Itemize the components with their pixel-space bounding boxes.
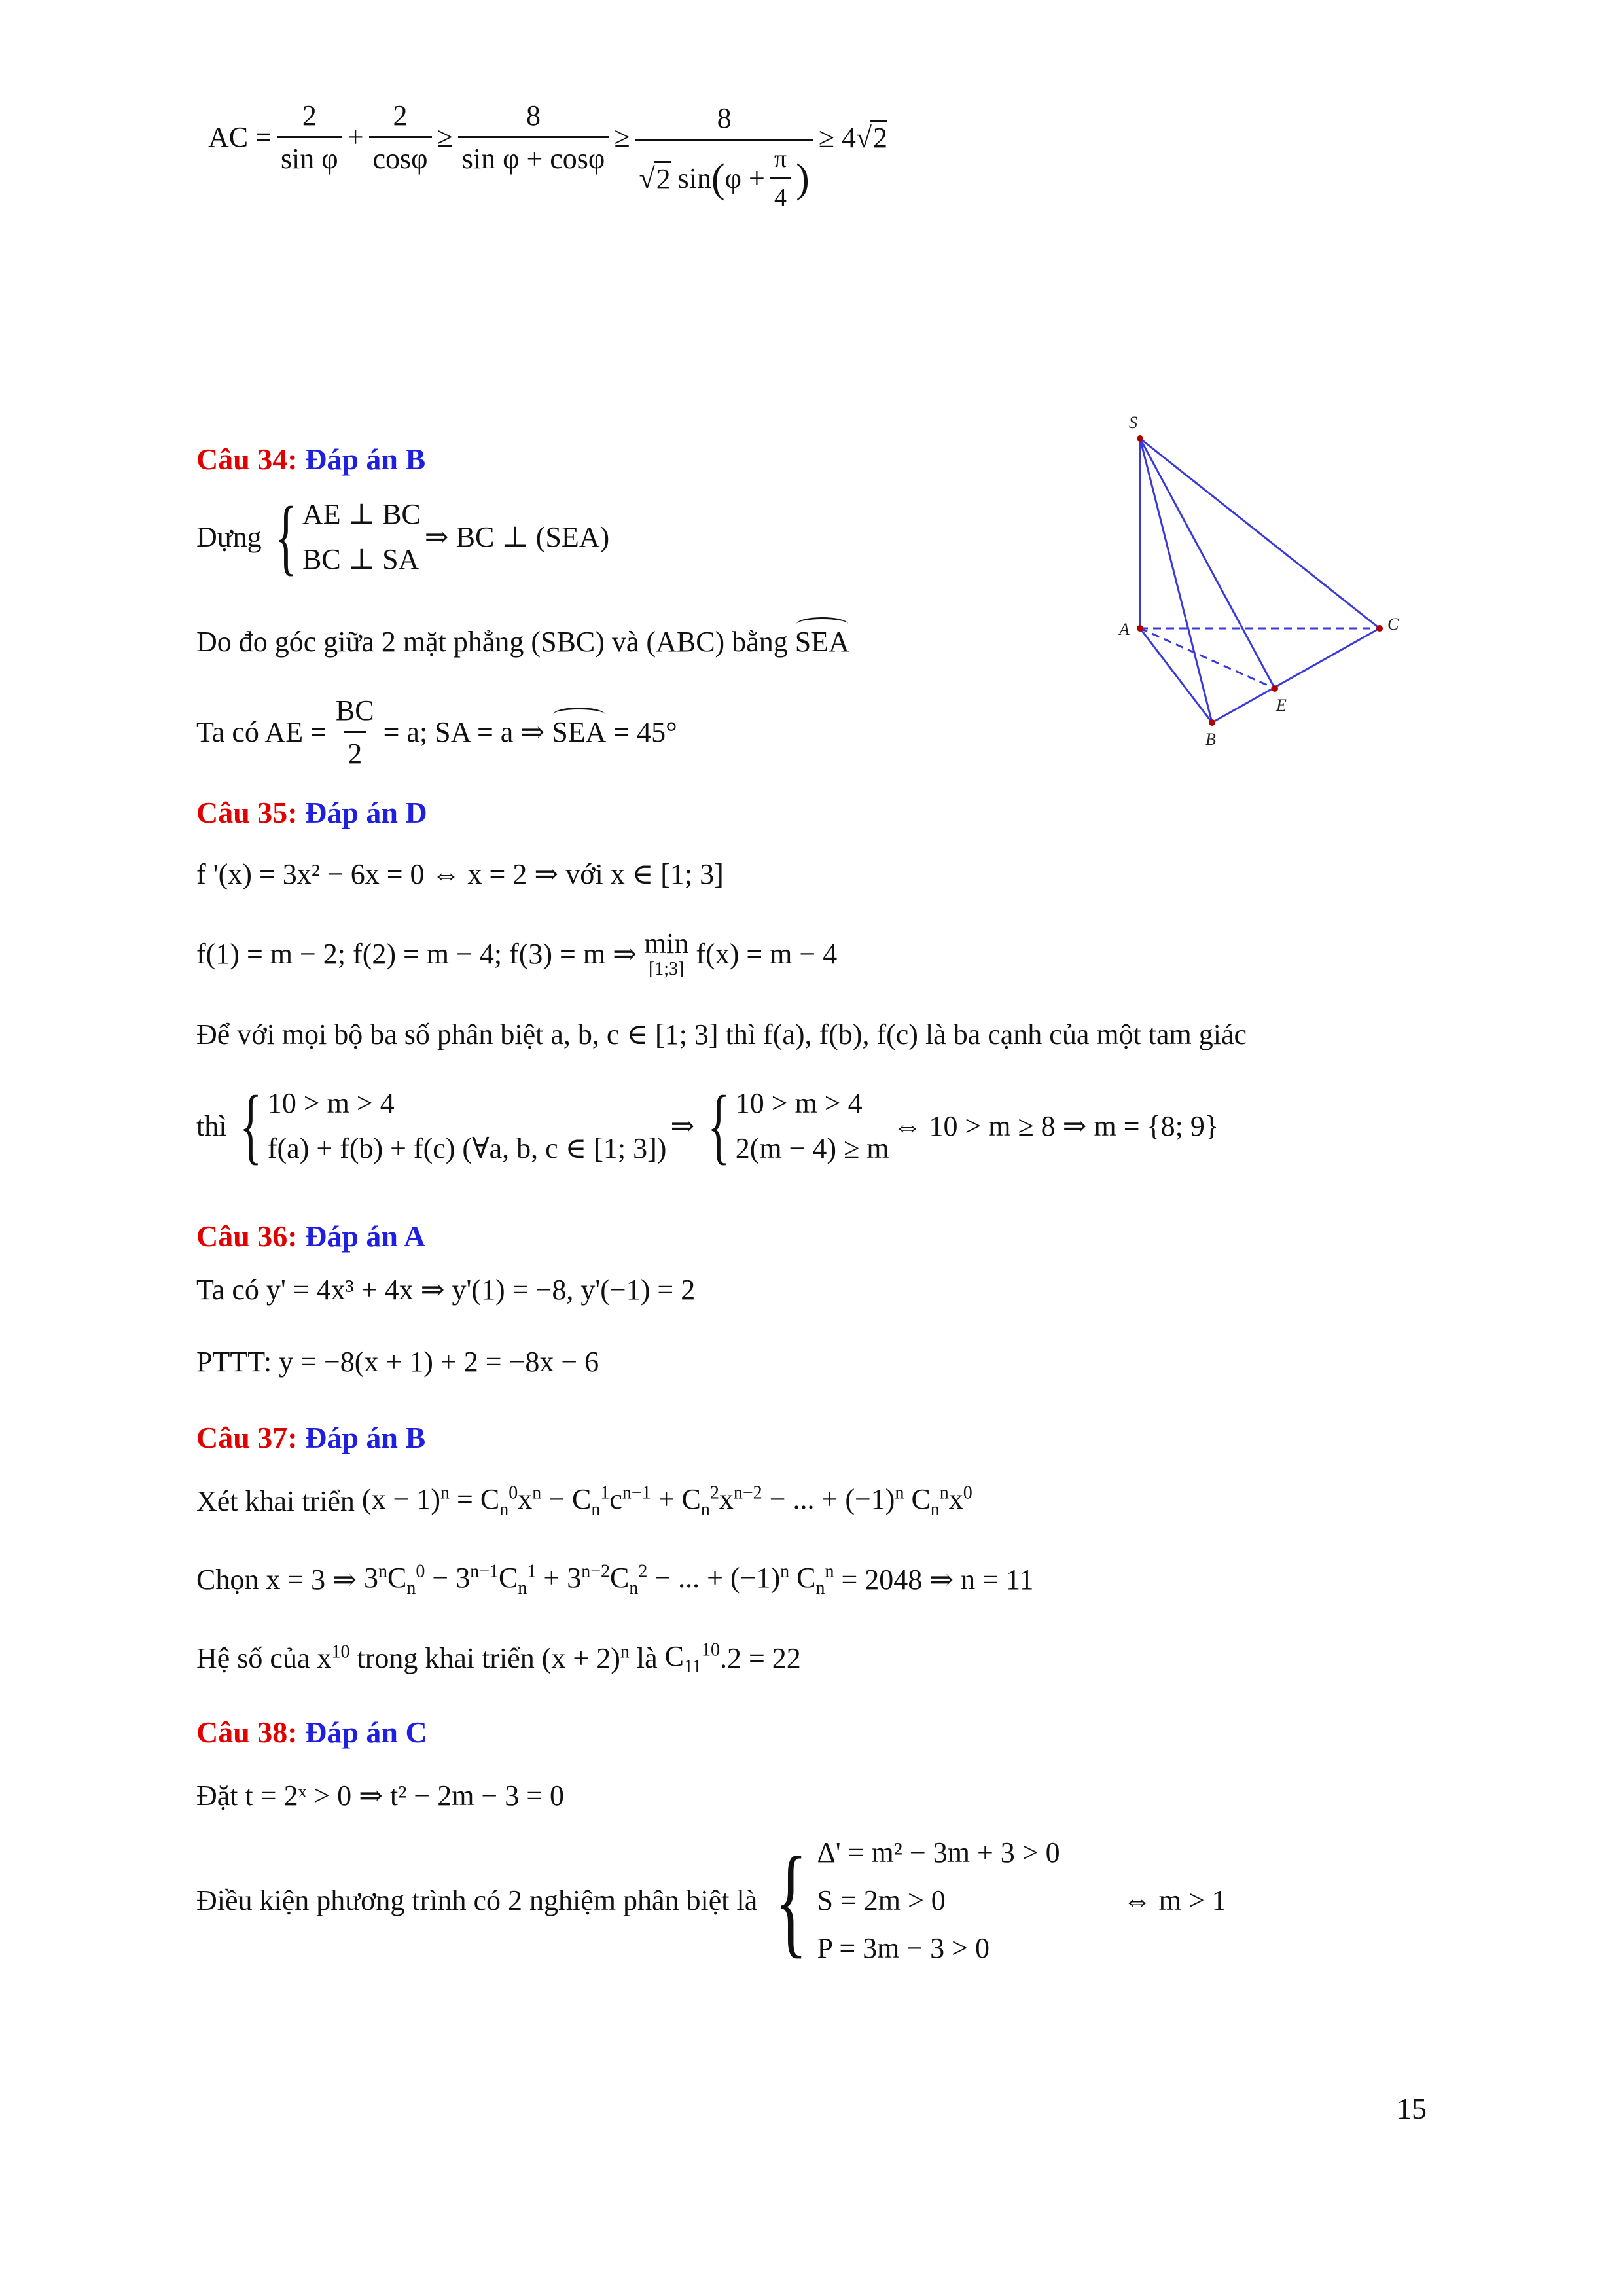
vertex-c-label: C (1387, 615, 1399, 634)
angle-sea: SEA (794, 626, 849, 658)
question-34-heading: Câu 34: Đáp án B (196, 442, 426, 476)
ac-inequality: AC = $\frac{2}{\text{sin φ}}$ + $\frac{2}{\cos\varphi}$ ≥ $\frac{8}{\text{sin φ + cosφ}}$ ≥ 8 √ 2 sin ( φ + $\frac{\pi}{4}$ ) ≥ 4√2 (208, 99, 888, 211)
question-36-heading: Câu 36: Đáp án A (196, 1219, 426, 1253)
question-37-heading: Câu 37: Đáp án B (196, 1421, 426, 1454)
angle-sea: SEA (552, 716, 607, 748)
q37-line-2: Chọn x = 3 ⇒ $3^nC_n^0 - 3^{n-1}C_n^1 + 3^{n-2}C_n^2$ − ... + $(-1)^n$ $C_n^n$ = 2048 ⇒ n = 11 (196, 1561, 1034, 1598)
q36-line-1: Ta có y' = 4x³ + 4x ⇒ y'(1) = −8, y'(−1) = 2 (196, 1274, 696, 1306)
q36-line-2: PTTT: y = −8(x + 1) + 2 = −8x − 6 (196, 1346, 599, 1378)
fraction: $\frac{8}{\text{sin φ + cosφ}}$ (458, 99, 609, 175)
q37-line-1: Xét khai triển $(x - 1)^n = C_n^0x^n - C_n^1c^{n-1} + C_n^2x^{n-2}$ − ... + $(-1)^n$ $C_n^nx^0$ (196, 1482, 972, 1520)
equation-system: { AE ⊥ BC BC ⊥ SA (274, 490, 421, 584)
equation-system: { 10 > m > 4 f(a) + f(b) + f(c) (∀a, b, c ∈ [1; 3]) (240, 1079, 667, 1173)
q37-line-3: Hệ số của $x^{10}$ trong khai triển $(x + 2)^n$ là $C_{11}^{10}$ .2 = 22 (196, 1640, 801, 1677)
q34-line-2: Do đo góc giữa 2 mặt phẳng (SBC) và (ABC) bằng SEA (196, 626, 849, 658)
q34-line-3: Ta có AE = $\frac{BC}{2}$ = a; SA = a ⇒ SEA = 45° (196, 694, 677, 770)
q35-line-4: thì { 10 > m > 4 f(a) + f(b) + f(c) (∀a, b, c ∈ [1; 3]) ⇒ { 10 > m > 4 2(m − 4) ≥ m ⇔ 10 > m ≥ 8 ⇒ m = {8; 9} (196, 1079, 1219, 1173)
q38-line-2: Điều kiện phương trình có 2 nghiệm phân biệt là { Δ' = m² − 3m + 3 > 0 S = 2m > 0 P = 3m − 3 > 0 ⇔ m > 1 (196, 1831, 1226, 1969)
fraction: $\frac{BC}{2}$ (335, 694, 374, 770)
fraction: 8 √ 2 sin ( φ + $\frac{\pi}{4}$ ) (635, 101, 813, 212)
vertex-s-label: S (1129, 413, 1137, 432)
vertex-b-label: B (1205, 730, 1216, 749)
q35-line-3: Để với mọi bộ ba số phân biệt a, b, c ∈ [1; 3] thì f(a), f(b), f(c) là ba cạnh của một tam giác (196, 1018, 1247, 1050)
q38-line-1: Đặt t = 2ˣ > 0 ⇒ t² − 2m − 3 = 0 (196, 1780, 565, 1812)
min-operator: min [1;3] (643, 927, 689, 980)
pyramid-figure (1099, 406, 1427, 772)
fraction: $\frac{2}{\text{sin φ}}$ (277, 99, 342, 175)
page-number: 15 (1397, 2092, 1427, 2125)
question-35-heading: Câu 35: Đáp án D (196, 796, 427, 829)
vertex-a-label: A (1119, 620, 1130, 639)
q35-line-1: f '(x) = 3x² − 6x = 0 ⇔ x = 2 ⇒ với x ∈ [1; 3] (196, 858, 724, 890)
q35-line-2: f(1) = m − 2; f(2) = m − 4; f(3) = m ⇒ min [1;3] f(x) = m − 4 (196, 927, 838, 980)
equation-system: { 10 > m > 4 2(m − 4) ≥ m (707, 1079, 889, 1173)
equation-system: { Δ' = m² − 3m + 3 > 0 S = 2m > 0 P = 3m − 3 > 0 (774, 1831, 1060, 1969)
question-38-heading: Câu 38: Đáp án C (196, 1715, 427, 1749)
fraction: $\frac{2}{\cos\varphi}$ (369, 99, 432, 175)
q34-line-1: Dựng { AE ⊥ BC BC ⊥ SA ⇒ BC ⊥ (SEA) (196, 490, 610, 584)
vertex-e-label: E (1276, 696, 1287, 715)
